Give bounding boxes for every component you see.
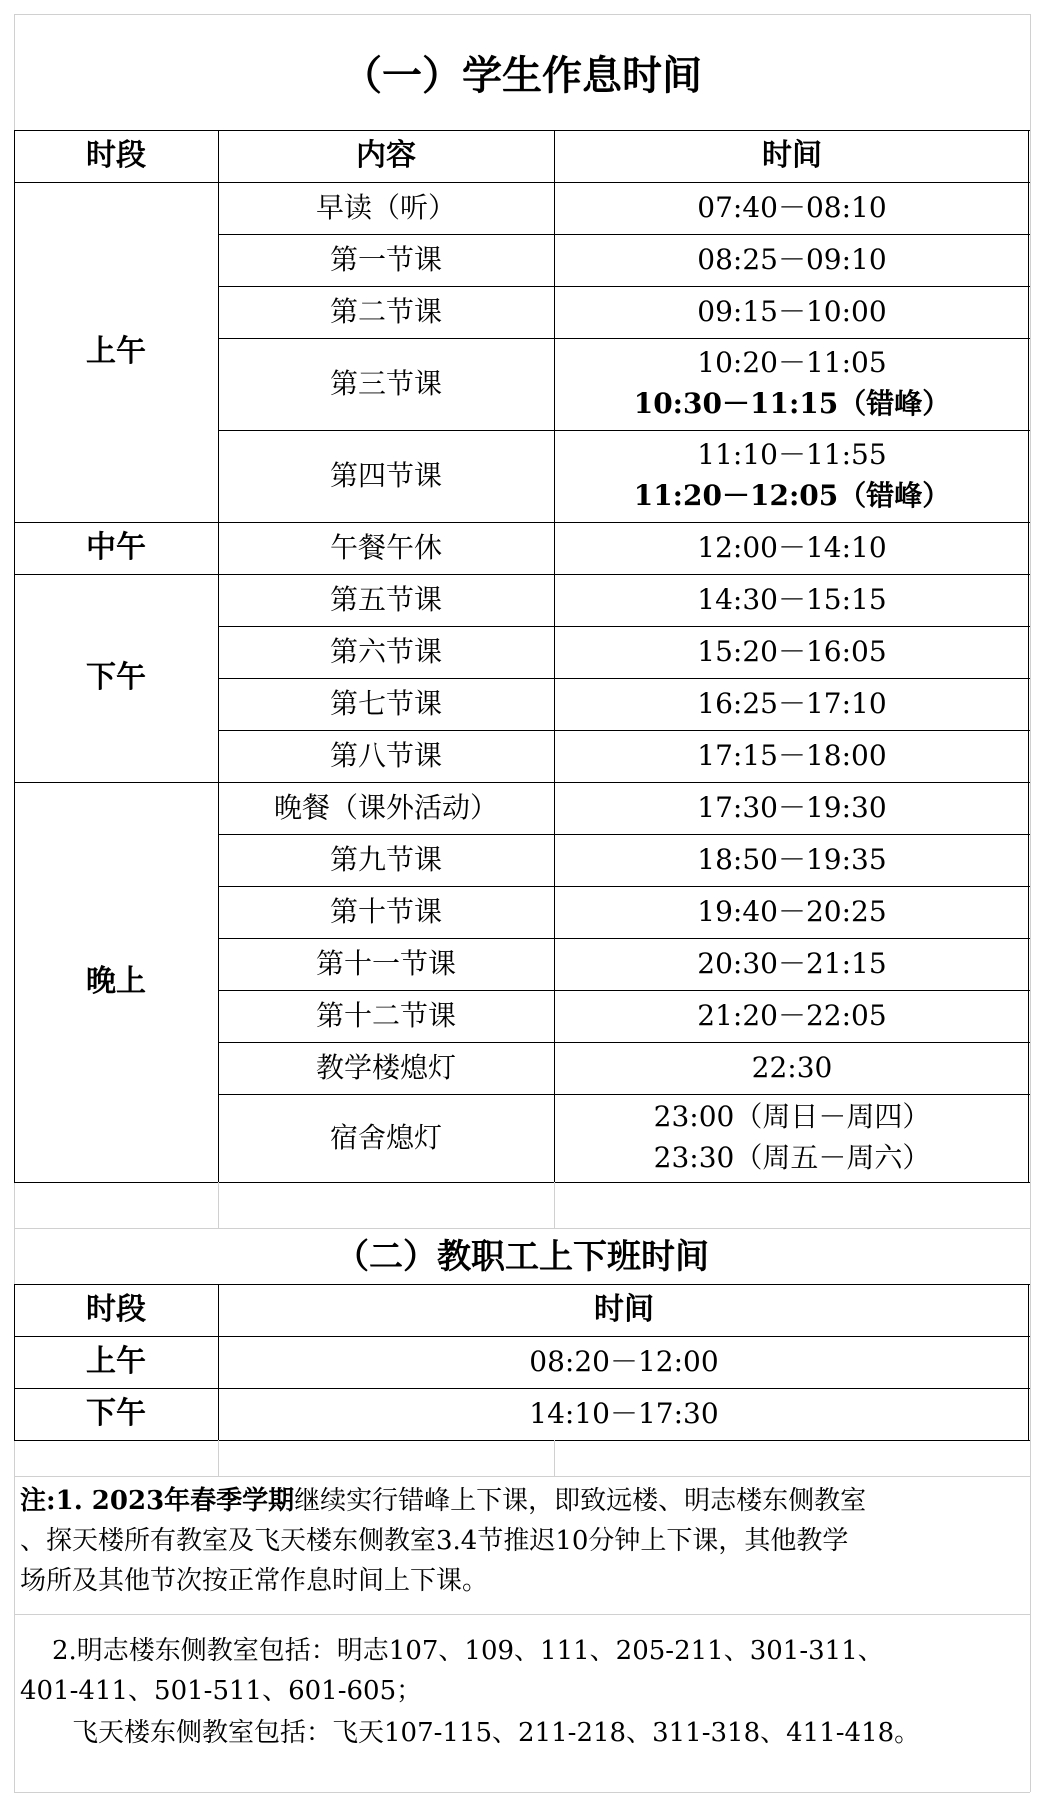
row-content: 第五节课 — [329, 582, 442, 616]
header-period: 时段 — [86, 138, 146, 174]
row-time: 17:15－18:00 — [697, 738, 887, 772]
time-regular: 11:10－11:55 — [697, 438, 887, 472]
outer-frame-top — [14, 14, 1030, 15]
staff-row-time: 08:20－12:00 — [529, 1344, 719, 1378]
row-content: 早读（听） — [315, 190, 456, 224]
row-content: 第七节课 — [329, 686, 442, 720]
header-time: 时间 — [762, 138, 822, 174]
row-content: 第三节课 — [329, 366, 442, 400]
staff-header-time: 时间 — [594, 1292, 654, 1328]
row-content: 第一节课 — [329, 242, 442, 276]
row-time: 17:30－19:30 — [697, 790, 887, 824]
row-time: 18:50－19:35 — [697, 842, 887, 876]
row-content: 第八节课 — [329, 738, 442, 772]
row-time: 07:40－08:10 — [697, 190, 887, 224]
spacer-divider — [218, 1182, 219, 1228]
row-content: 宿舍熄灯 — [329, 1120, 442, 1154]
row-time: 14:30－15:15 — [697, 582, 887, 616]
row-time: 09:15－10:00 — [697, 294, 887, 328]
spacer-divider — [554, 1440, 555, 1476]
note-1-line-2: 、探天楼所有教室及飞天楼东侧教室3.4节推迟10分钟上下课，其他教学 — [20, 1526, 849, 1556]
row-content: 第二节课 — [329, 294, 442, 328]
time-staggered — [634, 384, 951, 425]
header-content: 内容 — [356, 138, 416, 174]
time-staggered-value: 10:30－11:15 — [633, 387, 839, 420]
time-staggered — [634, 476, 951, 517]
note-separator — [14, 1614, 1030, 1615]
note-1-text: 继续实行错峰上下课，即致远楼、明志楼东侧教室 — [294, 1486, 867, 1516]
row-time — [554, 1094, 1030, 1182]
grid-line — [14, 1440, 1030, 1441]
grid-line — [14, 1182, 1030, 1183]
row-content: 第十节课 — [329, 894, 442, 928]
row-time — [554, 430, 1030, 522]
row-time: 20:30－21:15 — [697, 946, 887, 980]
spacer-line — [14, 1228, 1030, 1229]
row-time: 19:40－20:25 — [697, 894, 887, 928]
time-line-1: 23:00（周日－周四） — [653, 1100, 931, 1134]
spacer-line — [14, 1476, 1030, 1477]
row-time: 12:00－14:10 — [697, 530, 887, 564]
schedule-title: （一）学生作息时间 — [342, 52, 702, 99]
row-content: 教学楼熄灯 — [315, 1050, 456, 1084]
note-1-semester: 2023年春季学期 — [91, 1486, 295, 1516]
note-2-line-3: 飞天楼东侧教室包括：飞天107-115、211-218、311-318、411-418。 — [72, 1718, 921, 1748]
row-time: 21:20－22:05 — [697, 998, 887, 1032]
note-1-prefix: 注:1. — [20, 1486, 92, 1516]
period-afternoon: 下午 — [86, 660, 146, 696]
outer-frame-right — [1030, 14, 1031, 1792]
row-time — [554, 338, 1030, 430]
row-content: 第十一节课 — [315, 946, 456, 980]
time-line-2: 23:30（周五－周六） — [653, 1141, 931, 1174]
outer-frame-bottom — [14, 1792, 1030, 1793]
time-regular: 10:20－11:05 — [697, 346, 887, 380]
period-morning: 上午 — [86, 334, 146, 370]
note-2-line-1: 2.明志楼东侧教室包括：明志107、109、111、205-211、301-311、 — [52, 1636, 884, 1666]
staff-row-time: 14:10－17:30 — [529, 1396, 719, 1430]
row-content: 午餐午休 — [329, 530, 442, 564]
staggered-note: （错峰） — [838, 387, 951, 420]
spacer-divider — [218, 1440, 219, 1476]
staggered-note: （错峰） — [838, 479, 951, 512]
staff-row-period: 上午 — [86, 1344, 146, 1380]
row-time: 16:25－17:10 — [697, 686, 887, 720]
period-evening: 晚上 — [86, 964, 146, 1000]
row-content: 晚餐（课外活动） — [273, 790, 498, 824]
note-2-line-2: 401-411、501-511、601-605； — [20, 1676, 423, 1706]
row-content: 第四节课 — [329, 458, 442, 492]
note-1-line-3: 场所及其他节次按正常作息时间上下课。 — [20, 1566, 489, 1596]
time-staggered-value: 11:20－12:05 — [633, 479, 839, 512]
spacer-divider — [554, 1182, 555, 1228]
note-1-line-1 — [20, 1482, 866, 1522]
staff-title: （二）教职工上下班时间 — [335, 1237, 709, 1278]
row-time: 15:20－16:05 — [697, 634, 887, 668]
row-time: 08:25－09:10 — [697, 242, 887, 276]
row-content: 第九节课 — [329, 842, 442, 876]
row-content: 第六节课 — [329, 634, 442, 668]
row-time: 22:30 — [751, 1050, 833, 1084]
staff-row-period: 下午 — [86, 1396, 146, 1432]
period-noon: 中午 — [86, 530, 146, 566]
staff-header-period: 时段 — [86, 1292, 146, 1328]
row-content: 第十二节课 — [315, 998, 456, 1032]
